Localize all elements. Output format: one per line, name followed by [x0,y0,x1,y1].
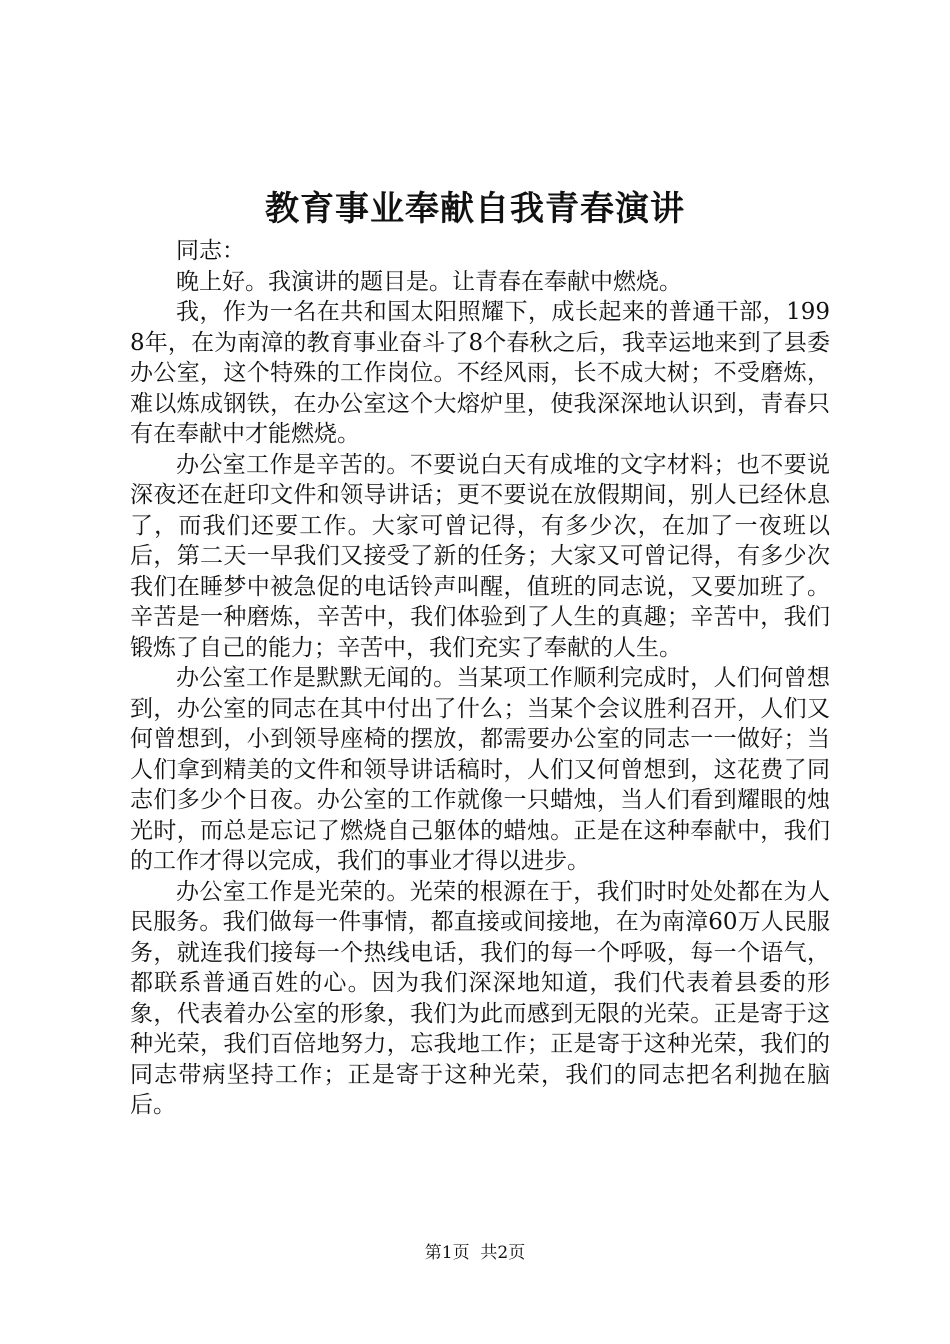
intro-paragraph: 我，作为一名在共和国太阳照耀下，成长起来的普通干部，1998年，在为南漳的教育事业奋斗了8个春秋之后，我幸运地来到了县委办公室，这个特殊的工作岗位。不经风雨，长不成大树；不受磨炼，难以炼成钢铁，在办公室这个大熔炉里，使我深深地认识到，青春只有在奉献中才能燃烧。 [130,299,830,447]
document-body [130,236,830,1121]
hardship-paragraph: 办公室工作是辛苦的。不要说白天有成堆的文字材料；也不要说深夜还在赶印文件和领导讲话；更不要说在放假期间，别人已经休息了，而我们还要工作。大家可曾记得，有多少次，在加了一夜班以后，第二天一早我们又接受了新的任务；大家又可曾记得，有多少次我们在睡梦中被急促的电话铃声叫醒，值班的同志说，又要加班了。辛苦是一种磨炼，辛苦中，我们体验到了人生的真趣；辛苦中，我们锻炼了自己的能力；辛苦中，我们充实了奉献的人生。 [130,451,830,661]
unsung-paragraph: 办公室工作是默默无闻的。当某项工作顺利完成时，人们何曾想到，办公室的同志在其中付出了什么；当某个会议胜利召开，人们又何曾想到，小到领导座椅的摆放，都需要办公室的同志一一做好；当人们拿到精美的文件和领导讲话稿时，人们又何曾想到，这花费了同志们多少个日夜。办公室的工作就像一只蜡烛，当人们看到耀眼的烛光时，而总是忘记了燃烧自己躯体的蜡烛。正是在这种奉献中，我们的工作才得以完成，我们的事业才得以进步。 [130,665,830,874]
page-total: 共2页 [480,1243,526,1263]
salutation-paragraph: 同志： [176,238,245,264]
greeting-paragraph: 晚上好。我演讲的题目是。让青春在奉献中燃烧。 [176,268,682,295]
honor-paragraph: 办公室工作是光荣的。光荣的根源在于，我们时时处处都在为人民服务。我们做每一件事情，都直接或间接地，在为南漳60万人民服务，就连我们接每一个热线电话，我们的每一个呼吸，每一个语气，都联系普通百姓的心。因为我们深深地知道，我们代表着县委的形象，代表着办公室的形象，我们为此而感到无限的光荣。正是寄于这种光荣，我们百倍地努力，忘我地工作；正是寄于这种光荣，我们的同志带病坚持工作；正是寄于这种光荣，我们的同志把名利抛在脑后。 [130,878,830,1118]
page-number: 第1页 [424,1243,470,1263]
document-title: 教育事业奉献自我青春演讲 [265,189,685,229]
page-footer [0,1242,950,1264]
